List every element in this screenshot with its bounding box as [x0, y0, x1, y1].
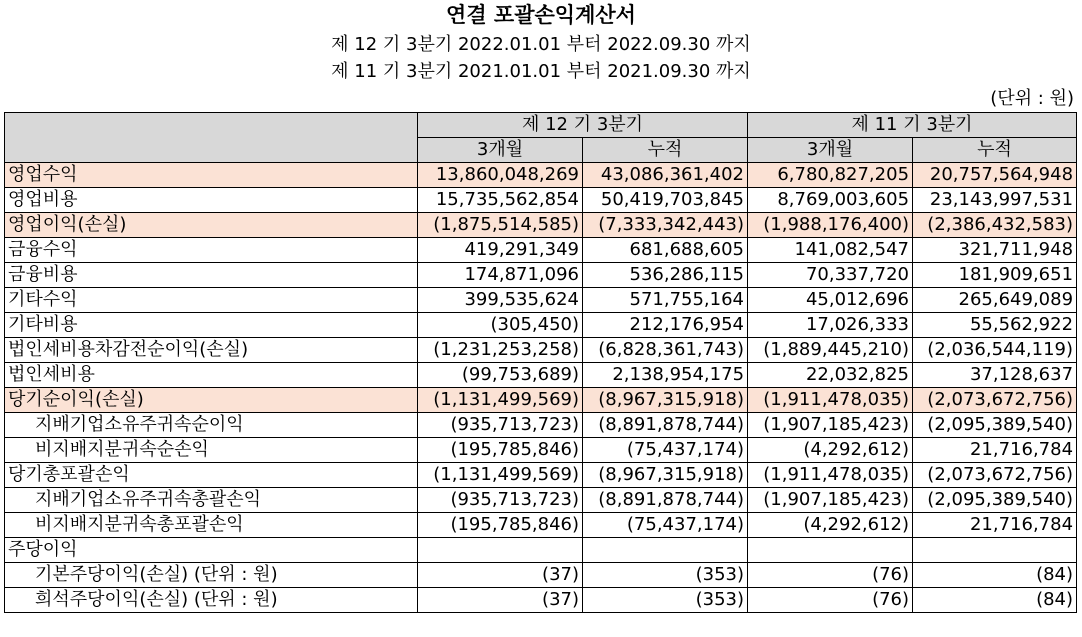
- header-group-prior: 제 11 기 3분기: [748, 113, 1077, 138]
- value-cell: [418, 538, 583, 563]
- value-cell: 141,082,547: [748, 238, 913, 263]
- value-cell: (84): [913, 588, 1077, 613]
- table-row: [5, 188, 1077, 213]
- value-cell: (935,713,723): [418, 413, 583, 438]
- value-cell: (2,073,672,756): [913, 388, 1077, 413]
- table-row: [5, 413, 1077, 438]
- value-cell: (99,753,689): [418, 363, 583, 388]
- value-cell: (1,988,176,400): [748, 213, 913, 238]
- value-cell: (195,785,846): [418, 513, 583, 538]
- value-cell: 13,860,048,269: [418, 163, 583, 188]
- value-cell: (6,828,361,743): [583, 338, 748, 363]
- value-cell: (1,231,253,258): [418, 338, 583, 363]
- value-cell: (2,095,389,540): [913, 413, 1077, 438]
- value-cell: (1,907,185,423): [748, 488, 913, 513]
- table-row: [5, 288, 1077, 313]
- row-label: 법인세비용: [5, 363, 418, 388]
- value-cell: [583, 538, 748, 563]
- value-cell: (2,386,432,583): [913, 213, 1077, 238]
- value-cell: 536,286,115: [583, 263, 748, 288]
- value-cell: 174,871,096: [418, 263, 583, 288]
- value-cell: (2,036,544,119): [913, 338, 1077, 363]
- header-corner-cell: [5, 113, 418, 163]
- table-row: [5, 538, 1077, 563]
- value-cell: 8,769,003,605: [748, 188, 913, 213]
- header-subcol-prior-3m: 3개월: [748, 138, 913, 163]
- row-label: 금융비용: [5, 263, 418, 288]
- value-cell: (75,437,174): [583, 513, 748, 538]
- income-statement-table: [4, 112, 1077, 613]
- header-group-current: 제 12 기 3분기: [418, 113, 748, 138]
- value-cell: (8,967,315,918): [583, 388, 748, 413]
- table-row: [5, 363, 1077, 388]
- value-cell: (1,911,478,035): [748, 463, 913, 488]
- row-label: 당기총포괄손익: [5, 463, 418, 488]
- table-row: [5, 313, 1077, 338]
- value-cell: 6,780,827,205: [748, 163, 913, 188]
- row-label: 주당이익: [5, 538, 418, 563]
- value-cell: 50,419,703,845: [583, 188, 748, 213]
- statement-title: 연결 포괄손익계산서: [446, 3, 636, 27]
- value-cell: 399,535,624: [418, 288, 583, 313]
- value-cell: 20,757,564,948: [913, 163, 1077, 188]
- value-cell: 21,716,784: [913, 438, 1077, 463]
- value-cell: (1,875,514,585): [418, 213, 583, 238]
- period-current: 제 12 기 3분기 2022.01.01 부터 2022.09.30 까지: [331, 34, 751, 55]
- value-cell: 37,128,637: [913, 363, 1077, 388]
- row-label: 비지배지분귀속순손익: [5, 438, 418, 463]
- row-label: 당기순이익(손실): [5, 388, 418, 413]
- value-cell: (1,907,185,423): [748, 413, 913, 438]
- table-row: [5, 338, 1077, 363]
- value-cell: 55,562,922: [913, 313, 1077, 338]
- value-cell: 45,012,696: [748, 288, 913, 313]
- value-cell: 681,688,605: [583, 238, 748, 263]
- value-cell: (84): [913, 563, 1077, 588]
- row-label: 영업이익(손실): [5, 213, 418, 238]
- value-cell: (935,713,723): [418, 488, 583, 513]
- header-row-groups: [5, 113, 1077, 138]
- value-cell: (37): [418, 563, 583, 588]
- table-row: [5, 388, 1077, 413]
- value-cell: 212,176,954: [583, 313, 748, 338]
- row-label: 기타비용: [5, 313, 418, 338]
- row-label: 영업수익: [5, 163, 418, 188]
- value-cell: (76): [748, 563, 913, 588]
- table-row: [5, 463, 1077, 488]
- value-cell: [748, 538, 913, 563]
- unit-label: (단위 : 원): [990, 88, 1074, 109]
- value-cell: (1,911,478,035): [748, 388, 913, 413]
- row-label: 영업비용: [5, 188, 418, 213]
- value-cell: 17,026,333: [748, 313, 913, 338]
- value-cell: 22,032,825: [748, 363, 913, 388]
- value-cell: 571,755,164: [583, 288, 748, 313]
- row-label: 희석주당이익(손실) (단위 : 원): [5, 588, 418, 613]
- value-cell: (305,450): [418, 313, 583, 338]
- table-row: [5, 238, 1077, 263]
- row-label: 비지배지분귀속총포괄손익: [5, 513, 418, 538]
- value-cell: (353): [583, 588, 748, 613]
- row-label: 금융수익: [5, 238, 418, 263]
- value-cell: (8,891,878,744): [583, 413, 748, 438]
- value-cell: (75,437,174): [583, 438, 748, 463]
- table-row: [5, 163, 1077, 188]
- value-cell: (7,333,342,443): [583, 213, 748, 238]
- value-cell: 43,086,361,402: [583, 163, 748, 188]
- row-label: 법인세비용차감전순이익(손실): [5, 338, 418, 363]
- value-cell: 23,143,997,531: [913, 188, 1077, 213]
- value-cell: (353): [583, 563, 748, 588]
- row-label: 지배기업소유주귀속총괄손익: [5, 488, 418, 513]
- value-cell: (8,967,315,918): [583, 463, 748, 488]
- value-cell: (2,095,389,540): [913, 488, 1077, 513]
- value-cell: 70,337,720: [748, 263, 913, 288]
- value-cell: 21,716,784: [913, 513, 1077, 538]
- value-cell: 419,291,349: [418, 238, 583, 263]
- table-row: [5, 263, 1077, 288]
- value-cell: (8,891,878,744): [583, 488, 748, 513]
- row-label: 기타수익: [5, 288, 418, 313]
- row-label: 기본주당이익(손실) (단위 : 원): [5, 563, 418, 588]
- value-cell: (195,785,846): [418, 438, 583, 463]
- value-cell: 321,711,948: [913, 238, 1077, 263]
- value-cell: [913, 538, 1077, 563]
- header-subcol-current-3m: 3개월: [418, 138, 583, 163]
- value-cell: (76): [748, 588, 913, 613]
- table-row: [5, 588, 1077, 613]
- table-row: [5, 438, 1077, 463]
- value-cell: 15,735,562,854: [418, 188, 583, 213]
- table-row: [5, 563, 1077, 588]
- value-cell: (1,889,445,210): [748, 338, 913, 363]
- value-cell: (1,131,499,569): [418, 388, 583, 413]
- value-cell: (4,292,612): [748, 513, 913, 538]
- header-subcol-prior-cum: 누적: [913, 138, 1077, 163]
- header-subcol-current-cum: 누적: [583, 138, 748, 163]
- value-cell: (2,073,672,756): [913, 463, 1077, 488]
- value-cell: (4,292,612): [748, 438, 913, 463]
- value-cell: (1,131,499,569): [418, 463, 583, 488]
- value-cell: 181,909,651: [913, 263, 1077, 288]
- row-label: 지배기업소유주귀속순이익: [5, 413, 418, 438]
- value-cell: 265,649,089: [913, 288, 1077, 313]
- table-row: [5, 488, 1077, 513]
- value-cell: (37): [418, 588, 583, 613]
- period-prior: 제 11 기 3분기 2021.01.01 부터 2021.09.30 까지: [331, 61, 751, 82]
- value-cell: 2,138,954,175: [583, 363, 748, 388]
- table-row: [5, 213, 1077, 238]
- table-row: [5, 513, 1077, 538]
